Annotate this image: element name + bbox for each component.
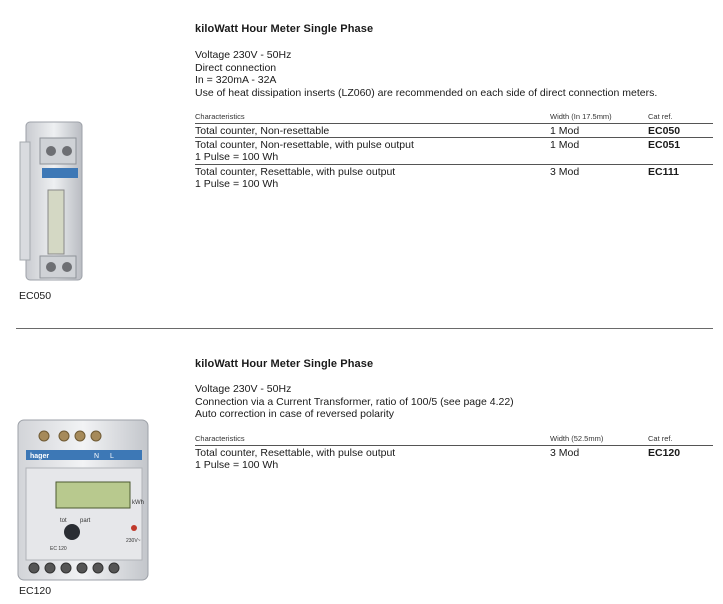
description-line: Use of heat dissipation inserts (LZ060) are recommended on each side of direct connection meters.	[195, 86, 658, 99]
product-title: kiloWatt Hour Meter Single Phase	[195, 23, 374, 35]
characteristics-line: 1 Pulse = 100 Wh	[195, 459, 279, 471]
characteristics-line: Total counter, Resettable, with pulse output	[195, 447, 396, 459]
ec120-product-image	[14, 418, 154, 586]
product-title: kiloWatt Hour Meter Single Phase	[195, 358, 374, 370]
header-characteristics: Characteristics	[195, 434, 245, 443]
header-width: Width (In 17.5mm)	[550, 112, 612, 121]
ec050-caption: EC050	[19, 290, 52, 302]
header-cat-ref: Cat ref.	[648, 112, 673, 121]
description-line: Voltage 230V - 50Hz	[195, 383, 292, 395]
table-header	[195, 434, 713, 446]
row-width: 3 Mod	[550, 447, 580, 459]
row-cat-ref: EC111	[648, 166, 679, 178]
product-description	[195, 49, 657, 99]
ec050-product-image	[18, 120, 98, 285]
description-line: Direct connection	[195, 61, 277, 74]
row-width: 1 Mod	[550, 125, 580, 137]
characteristics-line: Total counter, Non-resettable, with pulse output	[195, 139, 414, 151]
row-characteristics	[195, 447, 395, 471]
table-row	[195, 446, 713, 472]
characteristics-line: Total counter, Resettable, with pulse output	[195, 166, 396, 178]
voltage-label: 230V~	[126, 538, 141, 544]
n-terminal-label: N	[94, 453, 100, 460]
row-cat-ref: EC051	[648, 139, 681, 151]
unit-label: kWh	[132, 500, 144, 506]
row-cat-ref: EC050	[648, 125, 681, 137]
product-section-ec120	[0, 330, 723, 604]
spec-table	[195, 434, 713, 472]
l-terminal-label: L	[110, 453, 114, 460]
table-header	[195, 112, 713, 124]
characteristics-line: 1 Pulse = 100 Wh	[195, 151, 279, 163]
model-label: EC 120	[50, 546, 67, 552]
description-line: Connection via a Current Transformer, ratio of 100/5 (see page 4.22)	[195, 395, 514, 408]
header-cat-ref: Cat ref.	[648, 434, 673, 443]
characteristics-line: Total counter, Non-resettable	[195, 125, 330, 137]
section-divider	[16, 328, 713, 329]
header-width: Width (52.5mm)	[550, 434, 604, 443]
characteristics-line: 1 Pulse = 100 Wh	[195, 178, 279, 190]
row-cat-ref: EC120	[648, 447, 681, 459]
tot-label: tot	[60, 518, 67, 524]
table-row	[195, 165, 713, 191]
brand-label: hager	[30, 453, 50, 460]
header-characteristics: Characteristics	[195, 112, 245, 121]
row-characteristics	[195, 125, 329, 137]
row-characteristics	[195, 166, 395, 190]
description-line: In = 320mA - 32A	[195, 74, 277, 86]
table-row	[195, 138, 713, 165]
row-characteristics	[195, 139, 414, 163]
part-label: part	[80, 518, 91, 524]
description-line: Voltage 230V - 50Hz	[195, 49, 292, 61]
row-width: 3 Mod	[550, 166, 580, 178]
spec-table	[195, 112, 713, 191]
product-description	[195, 383, 514, 421]
table-row	[195, 124, 713, 138]
description-line: Auto correction in case of reversed polarity	[195, 408, 395, 420]
ec120-caption: EC120	[19, 585, 52, 597]
row-width: 1 Mod	[550, 139, 580, 151]
